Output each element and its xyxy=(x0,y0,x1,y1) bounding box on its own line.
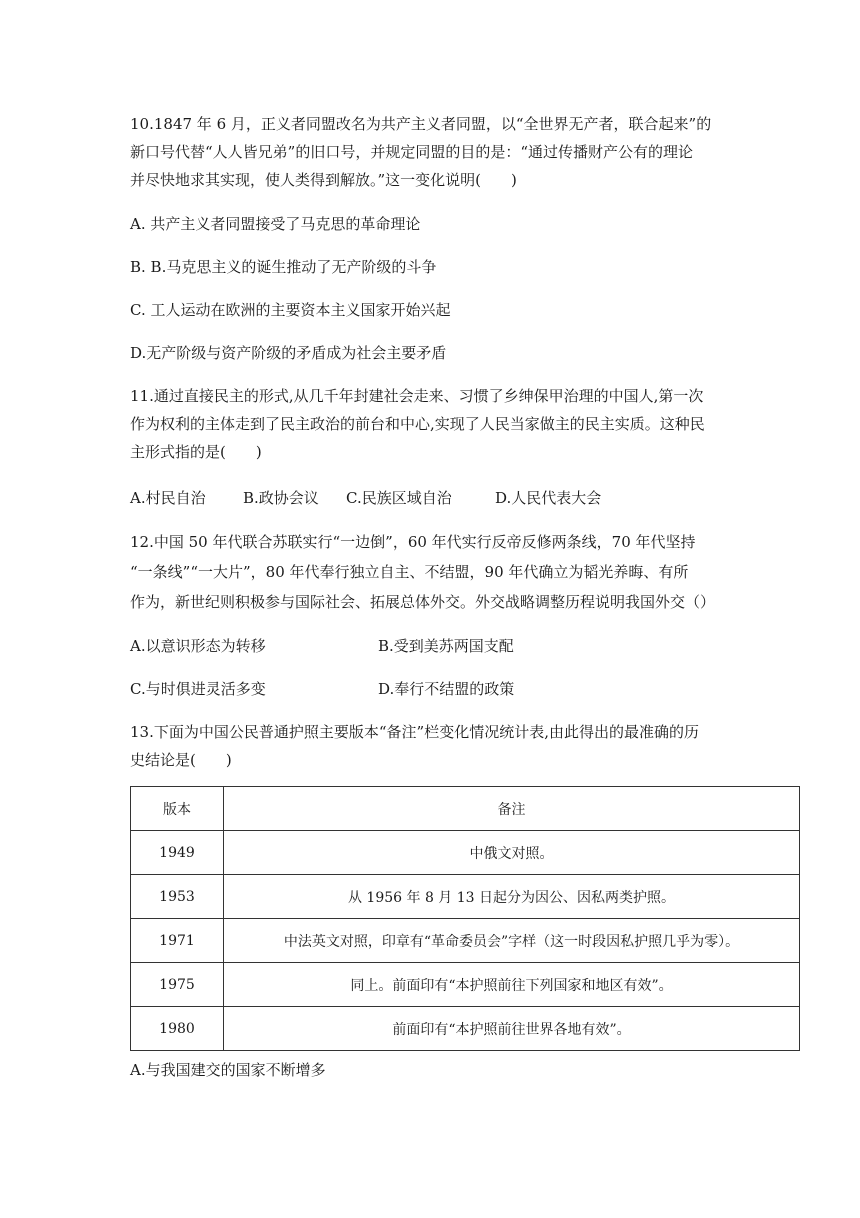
cell-remarks: 从 1956 年 8 月 13 日起分为因公、因私两类护照。 xyxy=(224,875,800,919)
table-row xyxy=(131,875,800,919)
q11-option-a: A.村民自治 xyxy=(130,489,206,507)
q11-option-d: D.人民代表大会 xyxy=(495,489,602,507)
cell-version: 1953 xyxy=(131,875,224,919)
q10-option-d: D.无产阶级与资产阶级的矛盾成为社会主要矛盾 xyxy=(130,344,447,362)
cell-version: 1980 xyxy=(131,1007,224,1051)
cell-version: 1975 xyxy=(131,963,224,1007)
q12-option-d: D.奉行不结盟的政策 xyxy=(378,680,515,698)
q12-stem-line-2: “一条线”“一大片”，80 年代奉行独立自主、不结盟，90 年代确立为韬光养晦、有所 xyxy=(130,563,689,581)
q11-stem-line-3: 主形式指的是( ) xyxy=(130,443,262,461)
q12-option-c: C.与时俱进灵活多变 xyxy=(130,680,266,698)
q12-option-a: A.以意识形态为转移 xyxy=(130,637,266,655)
q13-option-a: A.与我国建交的国家不断增多 xyxy=(130,1061,326,1079)
q13-stem-line-2: 史结论是( ) xyxy=(130,751,232,769)
q11-option-c: C.民族区域自治 xyxy=(346,489,452,507)
q10-option-c: C. 工人运动在欧洲的主要资本主义国家开始兴起 xyxy=(130,301,451,319)
cell-remarks: 中俄文对照。 xyxy=(224,831,800,875)
table-row xyxy=(131,1007,800,1051)
cell-remarks: 同上。前面印有“本护照前往下列国家和地区有效”。 xyxy=(224,963,800,1007)
q12-stem-line-1: 12.中国 50 年代联合苏联实行“一边倒”，60 年代实行反帝反修两条线，70 年代坚持 xyxy=(130,533,696,551)
table-row xyxy=(131,919,800,963)
cell-version: 1949 xyxy=(131,831,224,875)
q11-stem-line-1: 11.通过直接民主的形式,从几千年封建社会走来、习惯了乡绅保甲治理的中国人,第一次 xyxy=(130,387,704,405)
q10-stem-line-3: 并尽快地求其实现，使人类得到解放。”这一变化说明( ) xyxy=(130,171,517,189)
q10-stem-line-1: 10.1847 年 6 月，正义者同盟改名为共产主义者同盟，以“全世界无产者，联合起来”的 xyxy=(130,115,712,133)
cell-remarks: 中法英文对照，印章有“革命委员会”字样（这一时段因私护照几乎为零）。 xyxy=(224,919,800,963)
q11-option-b: B.政协会议 xyxy=(243,489,319,507)
q12-stem-line-3: 作为，新世纪则积极参与国际社会、拓展总体外交。外交战略调整历程说明我国外交（） xyxy=(130,593,716,611)
q10-stem-line-2: 新口号代替“人人皆兄弟”的旧口号，并规定同盟的目的是：“通过传播财产公有的理论 xyxy=(130,143,694,161)
q13-stem-line-1: 13.下面为中国公民普通护照主要版本“备注”栏变化情况统计表,由此得出的最准确的历 xyxy=(130,723,699,741)
cell-version: 1971 xyxy=(131,919,224,963)
table-header-row xyxy=(131,787,800,831)
table-row xyxy=(131,963,800,1007)
q10-option-b: B. B.马克思主义的诞生推动了无产阶级的斗争 xyxy=(130,258,437,276)
q12-option-b: B.受到美苏两国支配 xyxy=(378,637,514,655)
passport-table xyxy=(130,786,800,1051)
header-remarks: 备注 xyxy=(224,787,800,831)
header-version: 版本 xyxy=(131,787,224,831)
cell-remarks: 前面印有“本护照前往世界各地有效”。 xyxy=(224,1007,800,1051)
table-row xyxy=(131,831,800,875)
q11-stem-line-2: 作为权利的主体走到了民主政治的前台和中心,实现了人民当家做主的民主实质。这种民 xyxy=(130,415,705,433)
q10-option-a: A. 共产主义者同盟接受了马克思的革命理论 xyxy=(130,215,421,233)
